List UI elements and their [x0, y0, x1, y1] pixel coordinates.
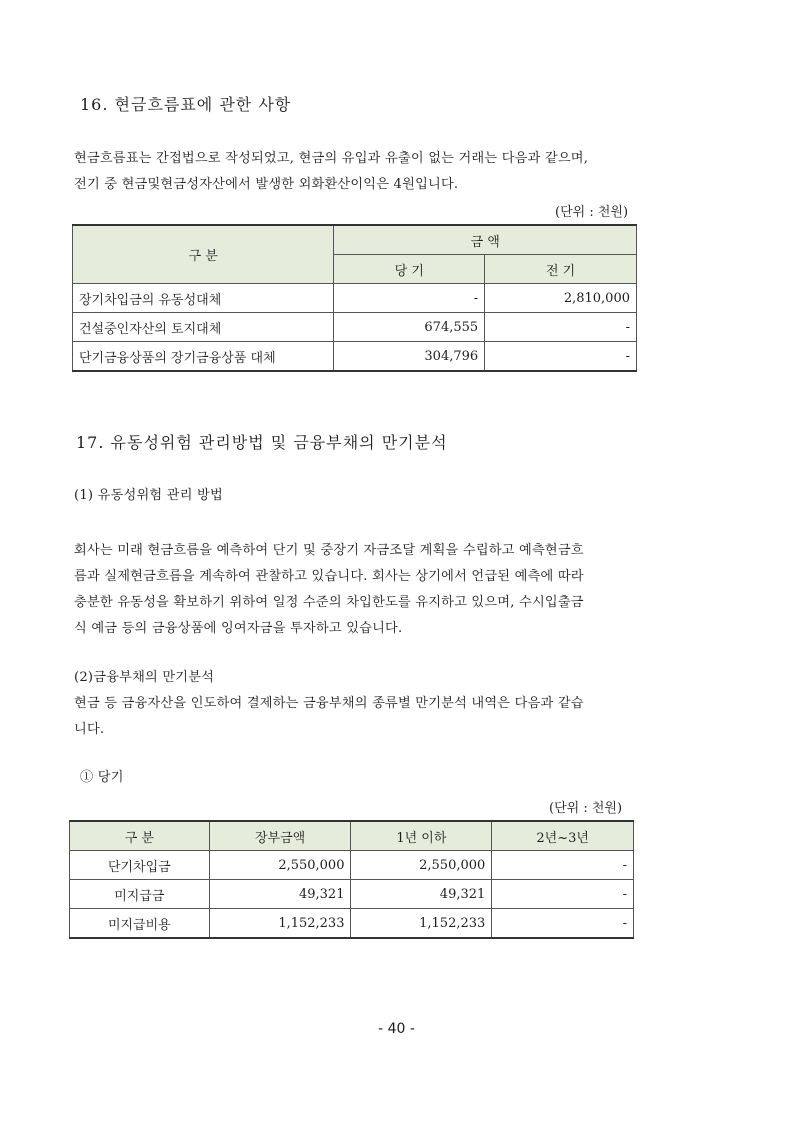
row-2-3y: -	[492, 851, 634, 880]
section-16-paragraph-line-1: 현금흐름표는 간접법으로 작성되었고, 현금의 유입과 유출이 없는 거래는 다음과 같으며,	[74, 151, 589, 166]
current-period-label: ① 당기	[80, 770, 124, 785]
table-row	[73, 342, 637, 372]
row-within-1y: 1,152,233	[351, 909, 492, 939]
header-amount: 금 액	[334, 225, 637, 255]
row-2-3y: -	[492, 880, 634, 909]
row-book: 2,550,000	[209, 851, 351, 880]
row-book: 49,321	[209, 880, 351, 909]
header-category: 구 분	[73, 225, 334, 284]
section-16-title: 16. 현금흐름표에 관한 사항	[80, 95, 292, 114]
row-book: 1,152,233	[209, 909, 351, 939]
row-label: 미지급금	[70, 880, 210, 909]
header-within-1-year: 1년 이하	[351, 821, 492, 851]
header-2-to-3-years: 2년~3년	[492, 821, 634, 851]
maturity-analysis-table	[69, 820, 634, 939]
subsection-2-title: (2)금융부채의 만기분석	[74, 670, 215, 685]
section-17-title: 17. 유동성위험 관리방법 및 금융부채의 만기분석	[76, 433, 448, 452]
row-label: 장기차입금의 유동성대체	[73, 284, 334, 313]
liquidity-paragraph-line-3: 충분한 유동성을 확보하기 위하여 일정 수준의 차입한도를 유지하고 있으며, 수시입출금	[74, 595, 584, 610]
table-row	[70, 880, 634, 909]
row-prior: 2,810,000	[485, 284, 637, 313]
liquidity-paragraph-line-2: 름과 실제현금흐름을 계속하여 관찰하고 있습니다. 회사는 상기에서 언급된 예측에 따라	[74, 569, 584, 584]
row-within-1y: 49,321	[351, 880, 492, 909]
row-label: 건설중인자산의 토지대체	[73, 313, 334, 342]
cashflow-noncash-table	[72, 224, 637, 372]
maturity-paragraph-line-1: 현금 등 금융자산을 인도하여 결제하는 금융부채의 종류별 만기분석 내역은 다음과 같습	[74, 696, 584, 711]
row-within-1y: 2,550,000	[351, 851, 492, 880]
header-prior-period: 전 기	[485, 255, 637, 284]
table-row	[70, 909, 634, 939]
row-prior: -	[485, 342, 637, 372]
row-current: 674,555	[334, 313, 485, 342]
page-number: - 40 -	[378, 1021, 415, 1037]
header-current-period: 당 기	[334, 255, 485, 284]
table-row	[73, 284, 637, 313]
section-16-unit-label: (단위 : 천원)	[555, 205, 629, 220]
liquidity-paragraph-line-1: 회사는 미래 현금흐름을 예측하여 단기 및 중장기 자금조달 계획을 수립하고 예측현금흐	[74, 543, 584, 558]
header-book-value: 장부금액	[209, 821, 351, 851]
row-label: 단기차입금	[70, 851, 210, 880]
table-row	[73, 313, 637, 342]
row-prior: -	[485, 313, 637, 342]
row-label: 미지급비용	[70, 909, 210, 939]
section-16-paragraph-line-2: 전기 중 현금및현금성자산에서 발생한 외화환산이익은 4원입니다.	[74, 177, 459, 192]
table-row	[70, 851, 634, 880]
row-2-3y: -	[492, 909, 634, 939]
subsection-1-title: (1) 유동성위험 관리 방법	[74, 488, 223, 503]
header-category: 구 분	[70, 821, 210, 851]
liquidity-paragraph-line-4: 식 예금 등의 금융상품에 잉여자금을 투자하고 있습니다.	[74, 621, 403, 636]
row-label: 단기금융상품의 장기금융상품 대체	[73, 342, 334, 372]
section-17-unit-label: (단위 : 천원)	[549, 801, 623, 816]
row-current: -	[334, 284, 485, 313]
row-current: 304,796	[334, 342, 485, 372]
maturity-paragraph-line-2: 니다.	[74, 722, 105, 737]
